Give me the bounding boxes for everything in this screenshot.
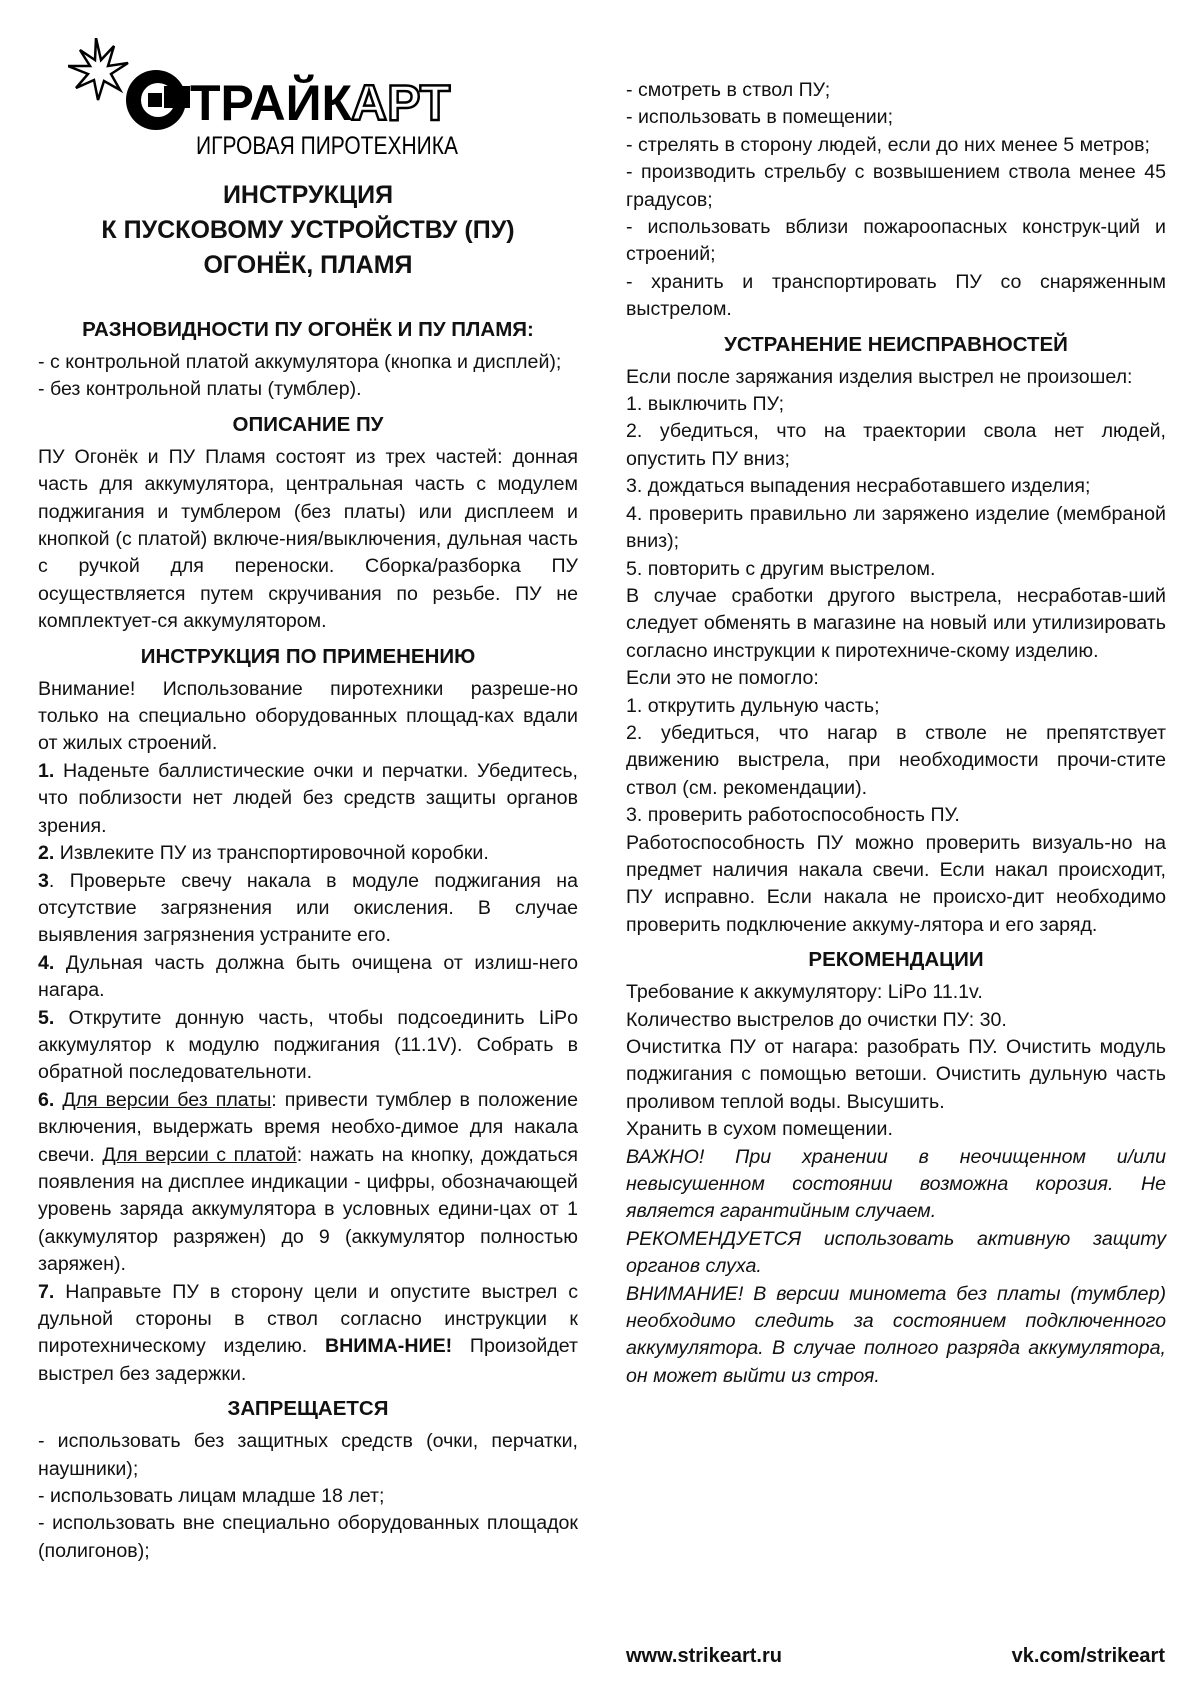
logo-brand-outline: АРТ xyxy=(351,75,451,131)
step-number: 4. xyxy=(38,951,55,974)
usage-step xyxy=(38,868,578,950)
variants-heading: РАЗНОВИДНОСТИ ПУ ОГОНЁК И ПУ ПЛАМЯ: xyxy=(82,318,534,341)
recommendation-note: ВАЖНО! При хранении в неочищенном и/или невысушенном состоянии возможна корозия. Не является гарантийным случаем. xyxy=(626,1145,1166,1223)
vk-link[interactable]: vk.com/strikeart xyxy=(1011,1645,1165,1667)
step-text: Произойдет выстрел без задержки. xyxy=(38,1335,578,1385)
usage-step xyxy=(38,1279,578,1389)
recommendation-note: ВНИМАНИЕ! В версии миномета без платы (тумблер) необходимо следить за состоянием подключенного аккумулятора. В случае полного разряда аккумулятора, он может выйти из строя. xyxy=(626,1282,1166,1387)
logo-tagline: ИГРОВАЯ ПИРОТЕХНИКА xyxy=(196,132,459,160)
step-text: Извлеките ПУ из транспортировочной коробки. xyxy=(54,842,489,865)
document-title xyxy=(38,178,578,283)
step-underlined: Для версии с платой xyxy=(102,1143,297,1166)
recommendation-note: РЕКОМЕНДУЕТСЯ использовать активную защиту органов слуха. xyxy=(626,1227,1166,1278)
forbidden-item: - использовать без защитных средств (очки, перчатки, наушники); xyxy=(38,1430,578,1480)
step-text: Наденьте баллистические очки и перчатки. Убедитесь, что поблизости нет людей без средств защиты органов зрения. xyxy=(38,759,578,837)
step-number: 2. xyxy=(38,842,55,865)
forbidden-heading: ЗАПРЕЩАЕТСЯ xyxy=(227,1397,389,1421)
step-warning: ВНИМА-НИЕ! xyxy=(324,1335,453,1358)
title-line: ОГОНЁК, ПЛАМЯ xyxy=(203,251,413,279)
troubleshooting-line: 4. проверить правильно ли заряжено изделие (мембраной вниз); xyxy=(626,502,1166,553)
step-text: . Проверьте свечу накала в модуле поджигания на отсутствие загрязнения или окисления. В случае выявления загрязнения устраните его. xyxy=(38,869,578,947)
usage-intro: Внимание! Использование пиротехники разреше-но только на специально оборудованных площад-ках вдали от жилых строений. xyxy=(38,677,578,755)
usage-step xyxy=(38,758,578,840)
troubleshooting-line: В случае сработки другого выстрела, несработав-ший следует обменять в магазине на новый или утилизировать согласно инструкции к пиротехниче-скому изделию. xyxy=(626,584,1166,662)
step-number: 6. xyxy=(38,1088,55,1111)
title-line: ИНСТРУКЦИЯ xyxy=(222,181,394,209)
troubleshooting-line: Если это не помогло: xyxy=(626,667,819,690)
recommendation-line: Очиститка ПУ от нагара: разобрать ПУ. Очистить модуль поджигания с помощью ветоши. Очистить дульную часть проливом теплой воды. Высушить. xyxy=(626,1036,1166,1113)
step-text: : нажать на кнопку, дождаться появления на дисплее индикации - цифры, обозначающей уровень заряда аккумулятора в условных едини-цах от 1 (аккумулятор разряжен) до 9 (аккумулятор полностью заряжен). xyxy=(38,1143,578,1276)
recommendation-line: Требование к аккумулятору: LiPo 11.1v. xyxy=(626,981,983,1004)
variant-item: - без контрольной платы (тумблер). xyxy=(38,378,362,401)
troubleshooting-line: 3. проверить работоспособность ПУ. xyxy=(626,804,960,827)
troubleshooting-heading: УСТРАНЕНИЕ НЕИСПРАВНОСТЕЙ xyxy=(724,332,1068,356)
troubleshooting-line: Если после заряжания изделия выстрел не произошел: xyxy=(626,365,1133,388)
brand-logo xyxy=(68,38,508,168)
step-number: 5. xyxy=(38,1006,55,1029)
troubleshooting-line: 5. повторить с другим выстрелом. xyxy=(626,557,936,580)
forbidden-item: - использовать вне специально оборудованных площадок (полигонов); xyxy=(38,1512,578,1562)
forbidden-item: - использовать в помещении; xyxy=(626,106,894,129)
recommendation-line: Количество выстрелов до очистки ПУ: 30. xyxy=(626,1008,1007,1031)
usage-step xyxy=(38,840,578,867)
troubleshooting-line: 2. убедиться, что нагар в стволе не препятствует движению выстрела, при необходимости прочи-стите ствол (см. рекомендации). xyxy=(626,721,1166,799)
troubleshooting-line: 2. убедиться, что на траектории свола нет людей, опустить ПУ вниз; xyxy=(626,420,1166,470)
description-text: ПУ Огонёк и ПУ Пламя состоят из трех частей: донная часть для аккумулятора, центральная часть с модулем поджигания и тумблером (без платы) или дисплеем и кнопкой (с платой) включе-ния/выключения, дульная часть с ручкой для переноски. Сборка/разборка ПУ осуществляется путем скручивания по резьбе. ПУ не комплектует-ся аккумулятором. xyxy=(38,445,578,633)
usage-step xyxy=(38,1005,578,1087)
strikeart-logo-graphic xyxy=(68,38,508,168)
troubleshooting-line: 1. выключить ПУ; xyxy=(626,393,785,416)
recommendation-line: Хранить в сухом помещении. xyxy=(626,1118,893,1141)
forbidden-item: - хранить и транспортировать ПУ со снаряженным выстрелом. xyxy=(626,270,1166,321)
step-text: Направьте ПУ в сторону цели и опустите выстрел с дульной стороны в ствол согласно инструкции к пиротехническому изделию. xyxy=(38,1280,578,1358)
step-underlined: Для версии без платы xyxy=(62,1088,272,1111)
step-number: 1. xyxy=(38,759,55,782)
website-link[interactable]: www.strikeart.ru xyxy=(626,1645,782,1667)
title-line: К ПУСКОВОМУ УСТРОЙСТВУ (ПУ) xyxy=(101,216,515,244)
usage-step xyxy=(38,950,578,1005)
step-text: Дульная часть должна быть очищена от излиш-него нагара. xyxy=(38,951,578,1002)
forbidden-item: - производить стрельбу с возвышением ствола менее 45 градусов; xyxy=(626,161,1166,211)
troubleshooting-line: Работоспособность ПУ можно проверить визуаль-но на предмет наличия накала свечи. Если накал происходит, ПУ исправно. Если накала не происхо-дит необходимо проверить подключение аккуму-лятора и его заряд. xyxy=(626,831,1166,936)
usage-step xyxy=(38,1087,578,1279)
logo-brand-bold: ТРАЙК xyxy=(190,75,353,131)
step-text: Открутите донную часть, чтобы подсоединить LiPo аккумулятор к модулю поджигания (11.1V). Собрать в обратной последовательноти. xyxy=(38,1006,578,1084)
step-number: 3 xyxy=(38,869,49,892)
recommendations-heading: РЕКОМЕНДАЦИИ xyxy=(808,948,984,972)
right-column xyxy=(626,77,1166,1390)
troubleshooting-line: 3. дождаться выпадения несработавшего изделия; xyxy=(626,475,1091,498)
troubleshooting-line: 1. открутить дульную часть; xyxy=(626,694,880,717)
step-number: 7. xyxy=(38,1280,55,1303)
description-heading: ОПИСАНИЕ ПУ xyxy=(232,412,384,436)
forbidden-item: - стрелять в сторону людей, если до них менее 5 метров; xyxy=(626,133,1150,156)
step-text: : привести тумблер в положение включения, выдержать время необхо-димое для накала свечи. xyxy=(38,1088,578,1166)
forbidden-item: - смотреть в ствол ПУ; xyxy=(626,79,831,101)
forbidden-item: - использовать вблизи пожароопасных конструк-ций и строений; xyxy=(626,216,1166,266)
usage-heading: ИНСТРУКЦИЯ ПО ПРИМЕНЕНИЮ xyxy=(140,644,476,668)
spark-star-icon xyxy=(68,38,128,100)
left-column xyxy=(38,309,578,1565)
forbidden-item: - использовать лицам младше 18 лет; xyxy=(38,1485,385,1508)
variant-item: - с контрольной платой аккумулятора (кнопка и дисплей); xyxy=(38,351,562,373)
